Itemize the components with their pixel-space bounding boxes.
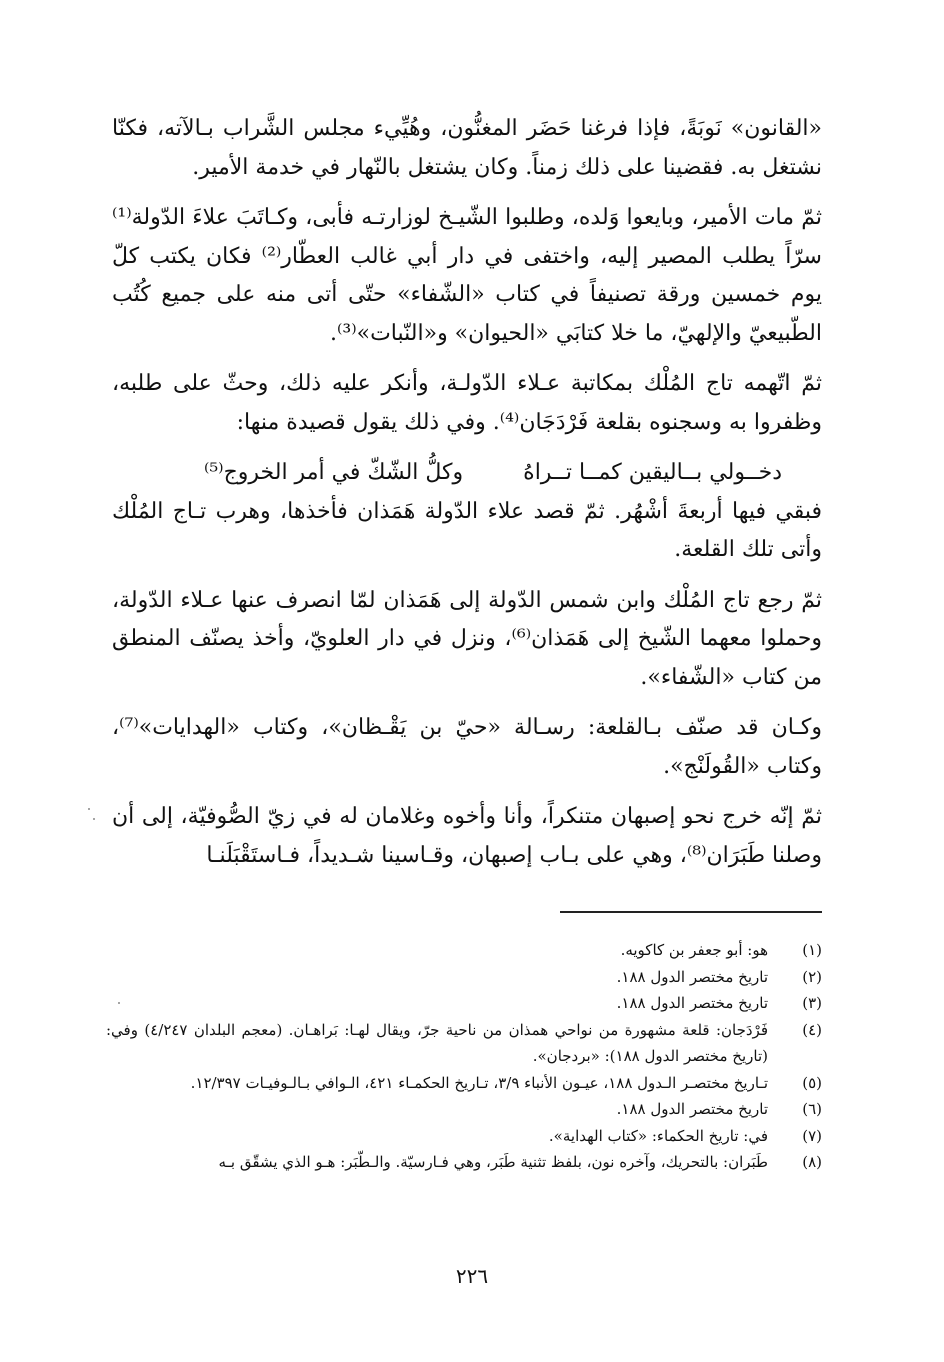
footnote-1 [106, 937, 822, 964]
footnote-number: (٦) [802, 1100, 822, 1118]
paragraph-7: ثمّ إنّه خرج نحو إصبهان متنكراً، وأنا وأخوه وغلامان له في زيّ الصُّوفيّة، إلى أن وصلنا طَبَرَان⁽⁸⁾، وهي على بـاب إصبهان، وقـاسينا شـديداً، فـاستَقْبَلَنـا [112, 804, 822, 868]
footnote-number: (٣) [802, 994, 822, 1012]
footnote-7 [106, 1123, 822, 1150]
footnote-text: تـاريخ مختصـر الـدول ١٨٨، عيـون الأنباء ٣/٩، تـاريخ الحكمـاء ٤٢١، الـوافي بـالـوفيـات ١٢/٣٩٧. [190, 1073, 768, 1092]
footnote-8 [106, 1149, 822, 1176]
footnote-number: (٥) [802, 1073, 822, 1092]
paragraph-5: ثمّ رجع تاج المُلْك وابن شمس الدّولة إلى هَمَذان لمّا انصرف عنها عـلاء الدّولة، وحملوا معهما الشّيخ إلى هَمَذان⁽⁶⁾، ونزل في دار العلويّ، وأخذ يصنّف المنطق من كتاب «الشّفاء». [112, 587, 822, 690]
paragraph-2: ثمّ مات الأمير، وبايعوا وَلده، وطلبوا الشّيـخ لوزارتـه فأبى، وكـاتَبَ علاءَ الدّولة⁽¹⁾ سرّاً يطلب المصير إليه، واختفى في دار أبي غالب العطّار⁽²⁾ فكان يكتب كلّ يوم خمسين ورقة تصنيفاً في كتاب «الشّفاء» حتّى أتى منه على جميع كُتُب الطّبيعيّ والإلهيّ، ما خلا كتابَي «الحيوان» و«النّبات»⁽³⁾. [112, 205, 822, 346]
footnote-number: (٨) [802, 1153, 822, 1171]
footnote-number: (١) [802, 941, 822, 959]
page-number: ٢٢٦ [455, 1264, 489, 1288]
footnote-6 [106, 1096, 822, 1123]
paragraph-3: ثمّ اتّهمه تاج المُلْك بمكاتبة عـلاء الدّولـة، وأنكر عليه ذلك، وحثّ على طلبه، وظفروا به وسجنوه بقلعة فَرْدَجَان⁽⁴⁾. وفي ذلك يقول قصيدة منها: [112, 371, 822, 435]
verse-first-hemistich: دخــولي بــاليقين كمــا تــراهُ [523, 460, 782, 485]
footnotes [106, 937, 822, 1176]
footnote-text: تاريخ مختصر الدول ١٨٨. [616, 994, 768, 1012]
footnote-text: فَرْدَجان: قلعة مشهورة من نواحي همذان من ناحية جرّ، ويقال لهـا: بَراهـان. (معجم البلدان ٤/٢٤٧) وفي: (تاريخ مختصر الدول ١٨٨): «بردجان». [106, 1020, 769, 1065]
scan-speck [118, 1002, 120, 1004]
footnote-text: تاريخ مختصر الدول ١٨٨. [616, 1100, 768, 1118]
scan-speck [93, 818, 95, 820]
footnote-number: (٤) [802, 1020, 822, 1039]
footnote-3 [106, 990, 822, 1017]
footnote-number: (٢) [802, 967, 822, 986]
poem-verse [112, 454, 822, 493]
footnote-divider [560, 911, 822, 913]
footnote-number: (٧) [802, 1126, 822, 1145]
footnote-4 [106, 1017, 822, 1070]
scan-speck [88, 808, 90, 810]
footnote-text: هو: أبو جعفر بن كاكويه. [620, 941, 768, 959]
verse-second-hemistich: وكلُّ الشّكّ في أمر الخروج⁽⁵⁾ [203, 460, 464, 485]
paragraph-1: «القانون» نَوبَةً، فإذا فرغنا حَضَر المغنُّون، وهُيِّيء مجلس الشَّراب بـالآته، فكنّا نشتغل به. فقضينا على ذلك زمناً. وكان يشتغل بالنّهار في خدمة الأمير. [112, 116, 822, 180]
paragraph-6: وكـان قد صنّف بـالقلعة: رسـالة «حيّ بن يَقْـظان»، وكتاب «الهدايات»⁽⁷⁾، وكتاب «القُولَنْج». [112, 715, 822, 779]
footnote-5 [106, 1070, 822, 1097]
footnote-2 [106, 964, 822, 991]
main-body-text [112, 110, 822, 887]
footnote-text: في: تاريخ الحكماء: «كتاب الهداية». [548, 1126, 768, 1145]
footnote-text: طَبَران: بالتحريك، وآخره نون، بلفظ تثنية طَبَر، وهي فـارسيّة. والـطّبَر: هـو الذي يشقّق بـه [218, 1153, 768, 1171]
footnote-text: تاريخ مختصر الدول ١٨٨. [616, 967, 768, 986]
paragraph-4: فبقي فيها أربعةَ أشْهُر. ثمّ قصد علاء الدّولة هَمَذان فأخذها، وهرب تـاج المُلْك وأتى تلك القلعة. [112, 498, 822, 562]
